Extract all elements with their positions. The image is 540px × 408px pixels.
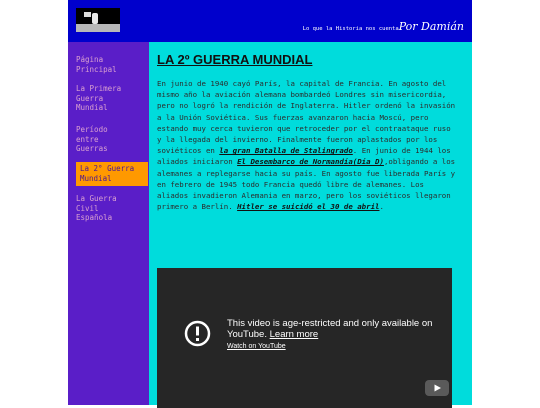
sidebar-item-segunda-guerra[interactable]: La 2° Guerra Mundial xyxy=(76,162,148,186)
link-desembarco-normandia[interactable]: El Desembarco de Normandía(Día D) xyxy=(237,157,384,167)
page xyxy=(68,0,472,405)
main-content xyxy=(149,42,472,405)
link-hitler-suicidio[interactable]: Hitler se suicidó el 30 de abril xyxy=(237,202,380,212)
site-tagline xyxy=(303,15,464,34)
page-title: LA 2º GUERRA MUNDIAL xyxy=(157,52,313,67)
moon-landing-logo xyxy=(76,8,120,32)
youtube-logo-icon[interactable] xyxy=(425,380,449,396)
sidebar-nav xyxy=(68,42,149,405)
sidebar-item-guerra-civil[interactable]: La Guerra Civil Española xyxy=(76,194,117,222)
link-batalla-stalingrado[interactable]: la gran Batalla de Stalingrado xyxy=(219,146,353,156)
header xyxy=(68,0,472,42)
exclamation-circle-icon xyxy=(184,320,211,347)
youtube-video-embed[interactable] xyxy=(157,268,452,408)
tagline-small: Lo que la Historia nos cuenta xyxy=(302,26,399,32)
learn-more-link[interactable]: Learn more xyxy=(269,329,319,340)
article-text: En junio de 1940 cayó París, la capital de Francia. En agosto del mismo año la aviación alemana bombardeó Londres sin misericordia, pero no logró la rendición de Inglaterra. Hitler ordenó la invasión a la Unión Soviética. Sus fuerzas avanzaron hacia Moscú, pero estando muy cerca tuvieron que retroceder por el contraataque ruso y la llegada del invierno. Finalmente fueron aplastados por los soviéticos en la gran Batalla de Stalingrado. En junio de 1944 los aliados iniciaron El Desembarco de Normandía(Día D),obligando a los alemanes a replegarse hacia su país. En agosto fue liberada París y en febrero de 1945 todo Francia quedó libre de alemanes. Los aliados invadieron Alemania en marzo, pero los soviéticos llegaron primero a Berlín. Hitler se suicidó el 30 de abril. xyxy=(157,79,456,212)
tagline-author: Por Damián xyxy=(398,20,464,33)
video-restriction-message: This video is age-restricted and only available on YouTube. Learn more xyxy=(227,318,433,340)
sidebar-item-periodo-entre-guerras[interactable]: Período entre Guerras xyxy=(76,125,108,153)
sidebar-item-primera-guerra[interactable]: La Primera Guerra Mundial xyxy=(76,84,122,112)
watch-on-youtube-link[interactable]: Watch on YouTube xyxy=(227,343,286,350)
sidebar-item-pagina-principal[interactable]: Página Principal xyxy=(76,55,117,74)
